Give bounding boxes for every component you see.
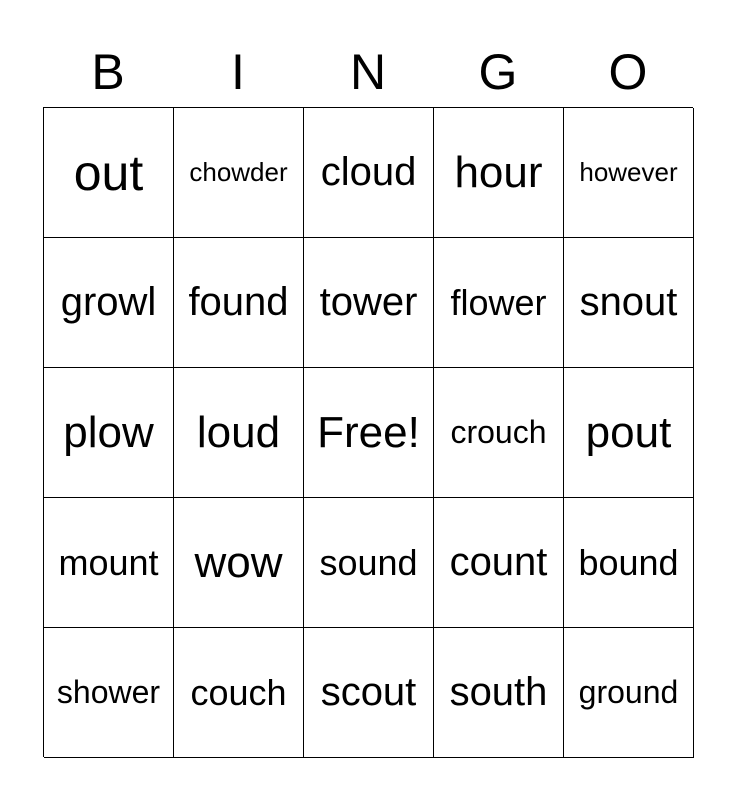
bingo-cell[interactable]: flower	[434, 238, 564, 368]
bingo-cell[interactable]: couch	[174, 628, 304, 758]
bingo-cell[interactable]: scout	[304, 628, 434, 758]
bingo-cell[interactable]: growl	[44, 238, 174, 368]
header-letter-n: N	[349, 44, 387, 100]
bingo-cell[interactable]: loud	[174, 368, 304, 498]
header-letter-b: B	[91, 44, 125, 100]
bingo-cell[interactable]: chowder	[174, 108, 304, 238]
bingo-cell[interactable]: hour	[434, 108, 564, 238]
bingo-cell[interactable]: found	[174, 238, 304, 368]
bingo-cell[interactable]: plow	[44, 368, 174, 498]
bingo-cell[interactable]: mount	[44, 498, 174, 628]
bingo-cell[interactable]: wow	[174, 498, 304, 628]
header-letter-i: I	[231, 44, 245, 100]
bingo-cell[interactable]: tower	[304, 238, 434, 368]
bingo-cell[interactable]: south	[434, 628, 564, 758]
header-letter-g: G	[478, 44, 518, 100]
bingo-card-grid	[43, 107, 693, 757]
bingo-header	[43, 40, 693, 104]
header-letter-o: O	[608, 44, 648, 100]
bingo-cell[interactable]: cloud	[304, 108, 434, 238]
free-space-cell[interactable]: Free!	[304, 368, 434, 498]
bingo-cell[interactable]: ground	[564, 628, 694, 758]
bingo-cell[interactable]: crouch	[434, 368, 564, 498]
bingo-cell[interactable]: shower	[44, 628, 174, 758]
bingo-cell[interactable]: out	[44, 108, 174, 238]
bingo-cell[interactable]: bound	[564, 498, 694, 628]
bingo-cell[interactable]: however	[564, 108, 694, 238]
bingo-cell[interactable]: pout	[564, 368, 694, 498]
bingo-cell[interactable]: count	[434, 498, 564, 628]
bingo-cell[interactable]: snout	[564, 238, 694, 368]
bingo-cell[interactable]: sound	[304, 498, 434, 628]
